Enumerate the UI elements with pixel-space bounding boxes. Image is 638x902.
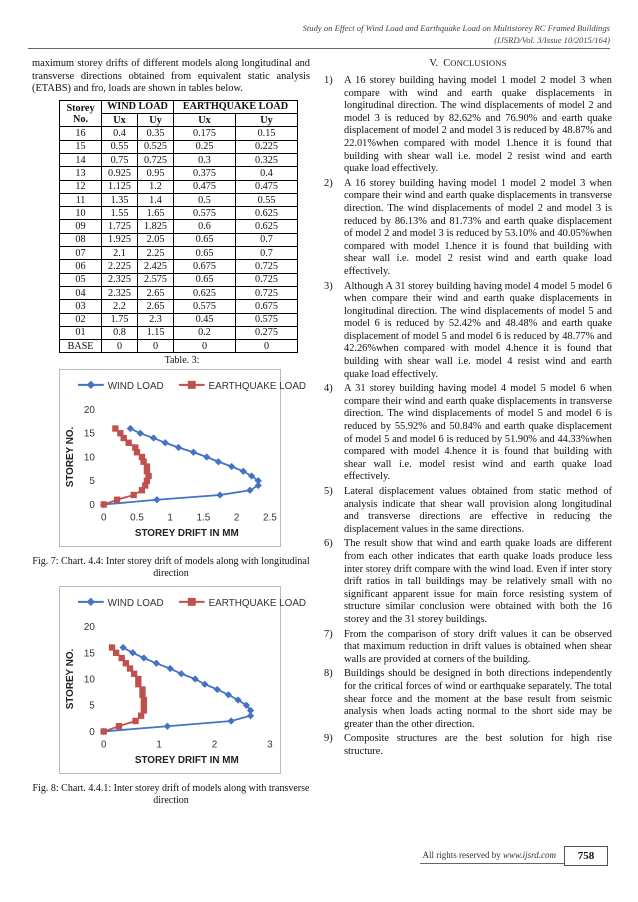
- table-cell: 1.35: [102, 193, 138, 206]
- table-cell: 2.05: [138, 233, 174, 246]
- fig7-caption: Fig. 7: Chart. 4.4: Inter storey drift of models along with longitudinal direction: [32, 556, 310, 580]
- data-point-earthquake: [116, 723, 122, 729]
- conclusion-item: [324, 281, 612, 382]
- data-point-earthquake: [132, 718, 138, 724]
- table-cell: 0.7: [236, 233, 298, 246]
- table-cell: 16: [60, 127, 102, 140]
- table-cell: 0.625: [236, 207, 298, 220]
- table-cell: 0.675: [236, 300, 298, 313]
- table-row: [60, 286, 298, 299]
- table-cell: 0.475: [174, 180, 236, 193]
- table-cell: 0.575: [174, 207, 236, 220]
- y-tick-label: 20: [83, 405, 95, 417]
- table-cell: 0.375: [174, 167, 236, 180]
- x-tick-label: 0.5: [130, 512, 144, 524]
- table-cell: 0.65: [174, 233, 236, 246]
- x-tick-label: 1.5: [196, 512, 211, 524]
- table-cell: 0.725: [236, 273, 298, 286]
- conclusion-number: 5): [324, 486, 333, 497]
- data-point-wind: [246, 487, 253, 494]
- table-cell: 2.575: [138, 273, 174, 286]
- data-point-wind: [153, 497, 160, 504]
- x-axis-label: STOREY DRIFT IN MM: [134, 528, 239, 540]
- table-cell: 13: [60, 167, 102, 180]
- conclusion-item: [324, 629, 612, 667]
- y-tick-label: 0: [89, 500, 95, 512]
- table-cell: 12: [60, 180, 102, 193]
- table-row: [60, 207, 298, 220]
- table-cell: 1.4: [138, 193, 174, 206]
- footer-site-link[interactable]: www.ijsrd.com: [502, 850, 556, 860]
- table-row: [60, 220, 298, 233]
- y-tick-label: 10: [83, 452, 95, 464]
- conclusion-item: [324, 486, 612, 536]
- table-row: [60, 180, 298, 193]
- data-point-wind: [228, 463, 235, 470]
- data-point-earthquake: [132, 445, 138, 451]
- table-cell: 0.35: [138, 127, 174, 140]
- data-point-earthquake: [112, 426, 118, 432]
- conclusion-item: [324, 75, 612, 176]
- table-cell: 2.1: [102, 247, 138, 260]
- table-cell: 1.75: [102, 313, 138, 326]
- uy-header: Uy: [236, 114, 298, 127]
- data-point-wind: [153, 660, 160, 667]
- eq-header: EARTHQUAKE LOAD: [174, 100, 298, 113]
- table-row: [60, 247, 298, 260]
- conclusion-number: 9): [324, 733, 333, 745]
- table-cell: 0.475: [236, 180, 298, 193]
- y-tick-label: 15: [83, 429, 95, 441]
- table-cell: 1.65: [138, 207, 174, 220]
- legend-label: WIND LOAD: [107, 598, 164, 610]
- conclusion-item: [324, 538, 612, 626]
- table-cell: 0.55: [102, 140, 138, 153]
- conclusion-text: Lateral displacement values obtained from static method of analysis indicate that shear wall provision along longitudinal and transverse directions are effective in reducing the displacement values in the same directions.: [344, 486, 612, 535]
- data-point-wind: [240, 468, 247, 475]
- conclusion-number: 1): [324, 75, 333, 86]
- legend-marker: [188, 598, 196, 606]
- table-cell: 06: [60, 260, 102, 273]
- data-point-wind: [178, 671, 185, 678]
- data-point-wind: [215, 459, 222, 466]
- table-cell: 0.625: [236, 220, 298, 233]
- table-cell: BASE: [60, 340, 102, 353]
- data-point-wind: [119, 644, 126, 651]
- table-cell: 0.625: [174, 286, 236, 299]
- table-cell: 1.2: [138, 180, 174, 193]
- data-point-earthquake: [119, 655, 125, 661]
- table-cell: 0.525: [138, 140, 174, 153]
- x-tick-label: 0: [101, 512, 107, 524]
- x-axis-label: STOREY DRIFT IN MM: [134, 755, 239, 767]
- y-tick-label: 20: [83, 622, 95, 634]
- table-cell: 0.725: [236, 260, 298, 273]
- x-tick-label: 2: [211, 739, 218, 751]
- conclusion-item: [324, 733, 612, 758]
- table-cell: 1.125: [102, 180, 138, 193]
- drift-table: [59, 100, 298, 354]
- header-issue: (IJSRD/Vol. 3/Issue 10/2015/164): [494, 35, 610, 45]
- table-cell: 0.95: [138, 167, 174, 180]
- x-tick-label: 3: [267, 739, 273, 751]
- table-cell: 1.15: [138, 326, 174, 339]
- y-tick-label: 0: [89, 727, 95, 739]
- table-cell: 15: [60, 140, 102, 153]
- conclusion-text: Buildings should be designed in both directions independently for the critical forces of wind or earthquake separately. The total shear force and the moment at the base result from seismic analysis when loads acting normal to the short side may be greater than the other direction.: [344, 668, 612, 730]
- table-cell: 2.65: [138, 286, 174, 299]
- table-cell: 0.325: [236, 153, 298, 166]
- table-cell: 0: [174, 340, 236, 353]
- uy-header: Uy: [138, 114, 174, 127]
- intro-paragraph: maximum storey drifts of different models along longitudinal and transverse directions obtained from equivalent static analysis (ETABS) and fro, loads are shown in tables below.: [32, 58, 310, 95]
- conclusion-text: From the comparison of story drift values it can be observed that maximum reduction in drift values is obtained when shear walls are provided at corners of the building.: [344, 628, 612, 665]
- table-cell: 0.4: [236, 167, 298, 180]
- table-cell: 1.925: [102, 233, 138, 246]
- chart-longitudinal: [59, 369, 307, 547]
- conclusion-number: 8): [324, 668, 333, 680]
- table-cell: 0.925: [102, 167, 138, 180]
- table-cell: 0.725: [138, 153, 174, 166]
- table-cell: 0.3: [174, 153, 236, 166]
- table-row: [60, 140, 298, 153]
- data-point-wind: [191, 676, 198, 683]
- table-cell: 1.825: [138, 220, 174, 233]
- x-tick-label: 2: [233, 512, 240, 524]
- storey-header: Storey No.: [60, 100, 102, 127]
- table-caption: Table. 3:: [164, 355, 200, 367]
- section-heading: [324, 58, 612, 69]
- conclusion-item: [324, 383, 612, 484]
- legend-marker: [188, 381, 196, 389]
- table-cell: 2.325: [102, 273, 138, 286]
- conclusion-number: 7): [324, 628, 333, 640]
- table-cell: 07: [60, 247, 102, 260]
- header-title: Study on Effect of Wind Load and Earthquake Load on Multistorey RC Framed Buildings: [302, 23, 610, 33]
- legend-label: WIND LOAD: [107, 381, 164, 393]
- table-cell: 2.65: [138, 300, 174, 313]
- table-cell: 0.25: [174, 140, 236, 153]
- data-point-wind: [214, 686, 221, 693]
- table-cell: 0.225: [236, 140, 298, 153]
- table-cell: 0.65: [174, 247, 236, 260]
- table-cell: 2.225: [102, 260, 138, 273]
- table-cell: 05: [60, 273, 102, 286]
- table-cell: 0.7: [236, 247, 298, 260]
- table-cell: 2.25: [138, 247, 174, 260]
- table-cell: 01: [60, 326, 102, 339]
- table-cell: 0.575: [236, 313, 298, 326]
- footer-text: [423, 850, 557, 860]
- data-point-wind: [129, 650, 136, 657]
- right-column: [324, 58, 612, 760]
- table-cell: 0.275: [236, 326, 298, 339]
- conclusion-text: Although A 31 storey building having model 4 model 5 model 6 when compare their wind and earth quake displacements in longitudinal direction. The wind displacements of model 5 and model 6 is reduced by 52.42% and 48.48% and earth quake displacement of model 5 and model 6 is reduced by 48.77% and 42.26%when compared with model 4.hence it is found that building with shear wall i.e. model 4 resist wind and earth quake load effectively.: [344, 280, 612, 380]
- data-point-wind: [140, 655, 147, 662]
- table-cell: 04: [60, 286, 102, 299]
- legend-label: EARTHQUAKE LOAD: [208, 598, 307, 610]
- conclusion-text: Composite structures are the best solution for high rise structure.: [344, 733, 612, 757]
- data-point-wind: [162, 440, 169, 447]
- table-row: [60, 260, 298, 273]
- left-column: [32, 58, 310, 807]
- table-cell: 0: [138, 340, 174, 353]
- table-row: [60, 326, 298, 339]
- data-point-wind: [150, 435, 157, 442]
- ux-header: Ux: [102, 114, 138, 127]
- data-point-wind: [216, 492, 223, 499]
- data-point-earthquake: [101, 502, 107, 508]
- conclusion-text: A 16 storey building having model 1 model 2 model 3 when compare with wind and earth quake displacements in longitudinal direction. The wind displacements of model 2 and model 3 is reduced by 82.62% and 76.90% and earth quake displacement of model 2 and model 3 is reduced by 48.87% and 22.01%when compared with model 1.hence it is found that building with shear wall i.e. model 2 resist wind and earth quake load effectively.: [344, 75, 612, 175]
- data-point-wind: [225, 692, 232, 699]
- data-point-wind: [201, 681, 208, 688]
- table-cell: 2.425: [138, 260, 174, 273]
- y-tick-label: 5: [89, 701, 95, 713]
- data-point-wind: [127, 425, 134, 432]
- section-title-initial: C: [443, 58, 451, 69]
- table-cell: 10: [60, 207, 102, 220]
- legend-label: EARTHQUAKE LOAD: [208, 381, 307, 393]
- table-cell: 1.55: [102, 207, 138, 220]
- table-cell: 2.325: [102, 286, 138, 299]
- table-row: [60, 153, 298, 166]
- data-point-wind: [167, 665, 174, 672]
- y-tick-label: 15: [83, 648, 95, 660]
- conclusion-number: 6): [324, 538, 333, 550]
- x-tick-label: 1: [167, 512, 173, 524]
- table-cell: 0.675: [174, 260, 236, 273]
- data-point-earthquake: [101, 729, 107, 735]
- conclusion-number: 4): [324, 383, 333, 395]
- x-tick-label: 2.5: [262, 512, 277, 524]
- table-cell: 1.725: [102, 220, 138, 233]
- conclusion-text: A 16 storey building having model 1 model 2 model 3 when compare their wind and earth quake displacements in transverse direction. The wind displacements of model 2 and model 3 is reduced by 86.13% and 81.73% and earth quake displacement of model 2 and model 3 is reduced by 53.10% and 40.05%when compared with model 1.hence it is found that building with shear wall i.e. model 2 resist wind and earth quake load effectively.: [344, 177, 612, 277]
- section-title-rest: ONCLUSIONS: [450, 58, 507, 68]
- table-row: [60, 273, 298, 286]
- conclusion-number: 3): [324, 280, 333, 292]
- conclusions-list: [324, 75, 612, 758]
- table-cell: 0.65: [174, 273, 236, 286]
- fig8-caption: Fig. 8: Chart. 4.4.1: Inter storey drift of models along with transverse direction: [32, 783, 310, 807]
- table-cell: 0.4: [102, 127, 138, 140]
- data-point-earthquake: [130, 492, 136, 498]
- table-cell: 02: [60, 313, 102, 326]
- conclusion-number: 2): [324, 177, 333, 189]
- data-point-earthquake: [109, 645, 115, 651]
- wind-header: WIND LOAD: [102, 100, 174, 113]
- table-cell: 11: [60, 193, 102, 206]
- conclusion-text: The result show that wind and earth quake loads are different from each other indicates that earth quake loads produce less inter storey drift compare with the wind load. Even if inter story drift ratios in tall buildings may be relatively small with no significant apparent issue for main force resisting system of structure similar conclusion were obtained with both the 16 storey and the 31 storey buildings.: [344, 538, 612, 625]
- data-point-wind: [175, 444, 182, 451]
- table-cell: 0.15: [236, 127, 298, 140]
- table-row: [60, 193, 298, 206]
- page-number: 758: [564, 846, 608, 866]
- table-cell: 0.6: [174, 220, 236, 233]
- data-point-wind: [203, 454, 210, 461]
- x-tick-label: 1: [156, 739, 162, 751]
- legend-marker: [87, 598, 95, 606]
- conclusion-text: A 31 storey building having model 4 model 5 model 6 when compare their wind and earth quake displacements in transverse direction. The wind displacements of model 5 and model 6 is reduced by 55.92% and 50.84% and earth quake displacement of model 5 and model 6 is reduced by 51.90% and 44.33%when compared with model 4.hence it is found that building with shear wall i.e. model resist wind and earth quake load effectively.: [344, 383, 612, 483]
- table-cell: 0.5: [174, 193, 236, 206]
- y-axis-label: STOREY NO.: [65, 649, 77, 710]
- table-cell: 0.75: [102, 153, 138, 166]
- chart-transverse: [59, 586, 307, 774]
- y-tick-label: 10: [83, 674, 95, 686]
- section-number: V.: [429, 58, 439, 69]
- y-tick-label: 5: [89, 476, 95, 488]
- table-cell: 0.175: [174, 127, 236, 140]
- running-header: [303, 22, 610, 46]
- table-row: [60, 340, 298, 353]
- table-cell: 0.575: [174, 300, 236, 313]
- table-cell: 09: [60, 220, 102, 233]
- table-cell: 2.3: [138, 313, 174, 326]
- footer-prefix: All rights reserved by: [422, 850, 503, 860]
- table-cell: 0.725: [236, 286, 298, 299]
- footer-rule: [420, 863, 564, 864]
- table-cell: 0.55: [236, 193, 298, 206]
- table-cell: 08: [60, 233, 102, 246]
- legend-marker: [87, 381, 95, 389]
- table-row: [60, 167, 298, 180]
- table-row: [60, 127, 298, 140]
- data-point-wind: [190, 449, 197, 456]
- y-axis-label: STOREY NO.: [65, 427, 77, 488]
- table-cell: 03: [60, 300, 102, 313]
- conclusion-item: [324, 668, 612, 731]
- conclusion-item: [324, 178, 612, 279]
- table-cell: 0: [102, 340, 138, 353]
- table-cell: 0.2: [174, 326, 236, 339]
- data-point-earthquake: [114, 497, 120, 503]
- table-row: [60, 233, 298, 246]
- table-cell: 14: [60, 153, 102, 166]
- data-point-wind: [137, 430, 144, 437]
- table-cell: 0.8: [102, 326, 138, 339]
- x-tick-label: 0: [100, 739, 107, 751]
- table-cell: 0.45: [174, 313, 236, 326]
- table-row: [60, 300, 298, 313]
- data-point-wind: [228, 718, 235, 725]
- table-row: [60, 313, 298, 326]
- ux-header: Ux: [174, 114, 236, 127]
- table-cell: 0: [236, 340, 298, 353]
- table-cell: 2.2: [102, 300, 138, 313]
- header-rule: [28, 48, 610, 49]
- data-point-wind: [164, 723, 171, 730]
